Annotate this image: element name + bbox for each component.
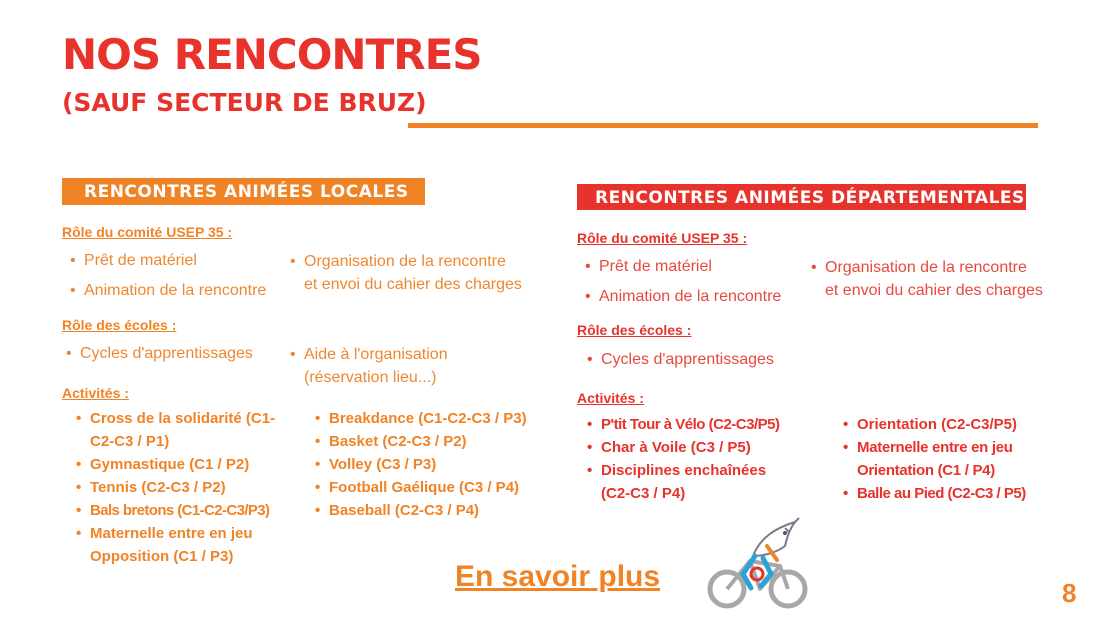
en-savoir-plus-link[interactable]: En savoir plus	[455, 560, 661, 593]
list-item: • Organisation de la rencontre et envoi du cahier des charges	[284, 250, 522, 296]
page-number: 8	[1062, 578, 1077, 608]
local-role-ecoles-right	[284, 343, 448, 389]
dept-role-comite-heading: Rôle du comité USEP 35 :	[577, 230, 748, 246]
list-item: • Organisation de la rencontre et envoi du cahier des charges	[805, 256, 1043, 302]
list-item: • Prêt de matériel	[64, 246, 266, 276]
local-role-comite-heading: Rôle du comité USEP 35 :	[62, 224, 233, 240]
cycling-fish-mascot-icon	[705, 516, 815, 612]
list-item: • Char à Voile (C3 / P5)	[581, 436, 811, 459]
list-item: • P'tit Tour à Vélo (C2-C3/P5)	[581, 413, 811, 436]
list-item: • Disciplines enchaînées (C2-C3 / P4)	[581, 459, 791, 505]
list-item: • Balle au Pied (C2-C3 / P5)	[837, 482, 1037, 505]
list-item: • Orientation (C2-C3/P5)	[837, 413, 1037, 436]
local-activites-left	[70, 407, 285, 568]
list-item: • Prêt de matériel	[579, 252, 781, 282]
list-item: • Animation de la rencontre	[579, 282, 781, 312]
list-item: • Maternelle entre en jeu Orientation (C1 / P4)	[837, 436, 1037, 482]
dept-role-ecoles-list	[581, 345, 774, 375]
list-item: • Basket (C2-C3 / P2)	[309, 430, 527, 453]
list-item: • Gymnastique (C1 / P2)	[70, 453, 285, 476]
list-item: • Breakdance (C1-C2-C3 / P3)	[309, 407, 527, 430]
list-item: • Baseball (C2-C3 / P4)	[309, 499, 527, 522]
list-item: • Maternelle entre en jeu Opposition (C1 / P3)	[70, 522, 285, 568]
local-role-comite-list	[64, 246, 266, 306]
dept-banner: RENCONTRES ANIMÉES DÉPARTEMENTALES	[577, 184, 1026, 210]
list-item: • Animation de la rencontre	[64, 276, 266, 306]
page-title: NOS RENCONTRES	[62, 30, 482, 79]
dept-role-comite-right	[805, 256, 1043, 302]
dept-activites-left	[581, 413, 811, 505]
local-activites-heading: Activités :	[62, 385, 129, 401]
list-item: • Aide à l'organisation (réservation lieu...)	[284, 343, 448, 389]
list-item: • Tennis (C2-C3 / P2)	[70, 476, 285, 499]
local-role-ecoles-heading: Rôle des écoles :	[62, 317, 177, 333]
title-underline	[408, 123, 1038, 128]
local-role-ecoles-list	[60, 339, 253, 369]
dept-role-comite-list	[579, 252, 781, 312]
dept-role-ecoles-heading: Rôle des écoles :	[577, 322, 692, 338]
list-item: • Cycles d'apprentissages	[60, 339, 253, 369]
local-banner: RENCONTRES ANIMÉES LOCALES	[62, 178, 425, 205]
local-role-comite-right	[284, 250, 522, 296]
list-item: • Volley (C3 / P3)	[309, 453, 527, 476]
dept-activites-heading: Activités :	[577, 390, 644, 406]
list-item: • Football Gaélique (C3 / P4)	[309, 476, 527, 499]
list-item: • Cycles d'apprentissages	[581, 345, 774, 375]
list-item: • Bals bretons (C1-C2-C3/P3)	[70, 499, 285, 522]
list-item: • Cross de la solidarité (C1-C2-C3 / P1)	[70, 407, 285, 453]
dept-activites-right	[837, 413, 1037, 505]
local-activites-right	[309, 407, 527, 522]
page-subtitle: (SAUF SECTEUR DE BRUZ)	[62, 88, 427, 117]
